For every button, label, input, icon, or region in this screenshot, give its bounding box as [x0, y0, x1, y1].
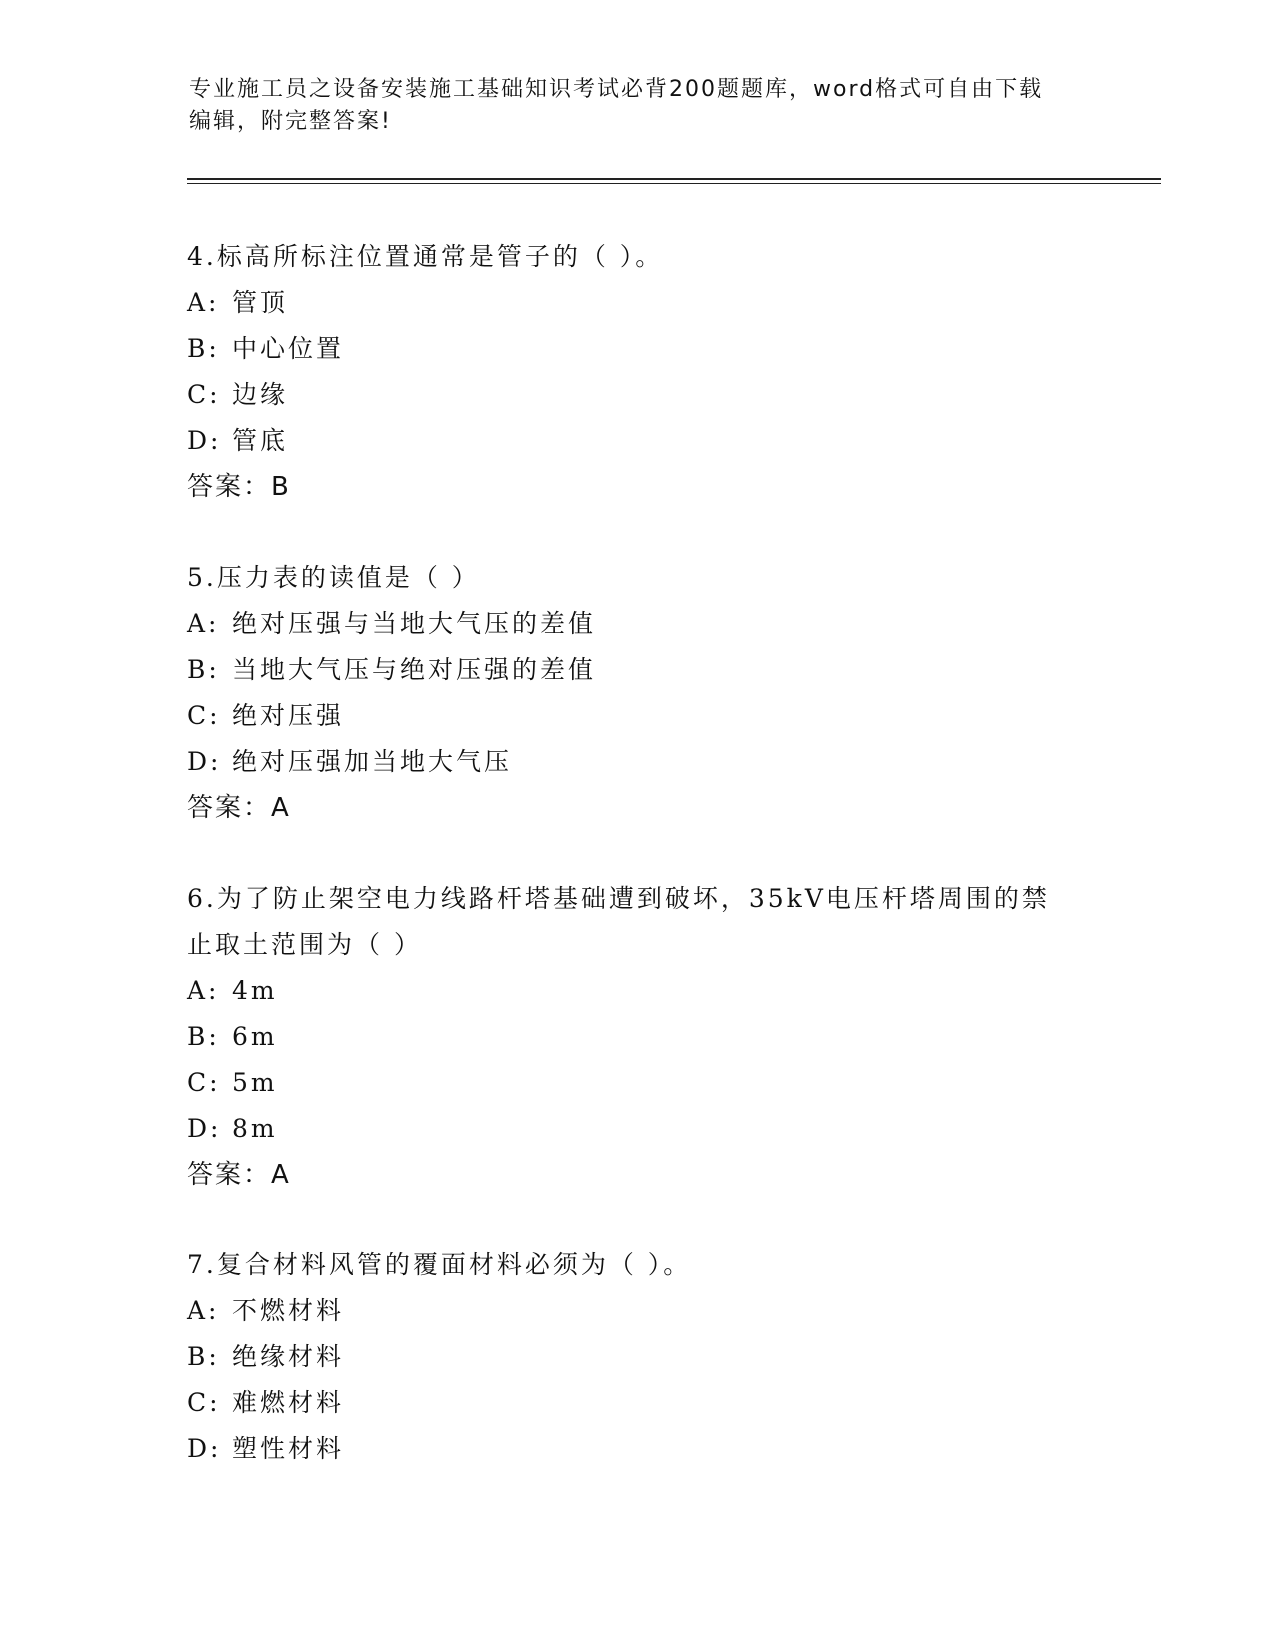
- question-stem: 5.压力表的读值是（ ）: [187, 563, 480, 592]
- option-b: [187, 326, 1087, 372]
- header-divider-thin: [187, 183, 1161, 184]
- question-stem: 7.复合材料风管的覆面材料必须为（ ）。: [187, 1250, 692, 1279]
- option-letter: B:: [187, 334, 220, 363]
- option-letter: A:: [187, 288, 220, 317]
- question-7: [187, 1242, 1087, 1472]
- answer-line: 答案：B: [187, 472, 291, 502]
- option-text: 不燃材料: [232, 1296, 345, 1325]
- option-letter: B:: [187, 655, 220, 684]
- option-letter: A:: [187, 976, 220, 1005]
- option-text: 塑性材料: [232, 1434, 345, 1463]
- option-letter: C:: [187, 701, 221, 730]
- option-text: 4m: [232, 976, 278, 1005]
- option-text: 管顶: [232, 288, 289, 317]
- option-c: [187, 1060, 1087, 1106]
- option-b: [187, 647, 1087, 693]
- option-c: [187, 372, 1087, 418]
- option-letter: D:: [187, 1114, 222, 1143]
- option-text: 绝对压强与当地大气压的差值: [232, 609, 597, 638]
- option-letter: D:: [187, 747, 222, 776]
- question-6: [187, 876, 1087, 1198]
- option-text: 中心位置: [232, 334, 345, 363]
- document-header: [189, 74, 1069, 138]
- option-d: [187, 418, 1087, 464]
- header-line-1: 专业施工员之设备安装施工基础知识考试必背200题题库，word格式可自由下载: [189, 77, 1044, 102]
- question-stem-line-2: 止取土范围为（ ）: [187, 930, 422, 959]
- option-letter: B:: [187, 1022, 220, 1051]
- option-letter: B:: [187, 1342, 220, 1371]
- option-b: [187, 1014, 1087, 1060]
- option-text: 绝对压强加当地大气压: [232, 747, 513, 776]
- option-d: [187, 1426, 1087, 1472]
- option-c: [187, 693, 1087, 739]
- option-a: [187, 968, 1087, 1014]
- option-letter: A:: [187, 1296, 220, 1325]
- option-letter: C:: [187, 1068, 221, 1097]
- header-line-2: 编辑，附完整答案!: [189, 109, 392, 134]
- option-letter: C:: [187, 380, 221, 409]
- answer-line: 答案：A: [187, 1160, 291, 1190]
- option-text: 边缘: [232, 380, 289, 409]
- option-d: [187, 739, 1087, 785]
- option-text: 当地大气压与绝对压强的差值: [232, 655, 597, 684]
- question-stem-line-1: 6.为了防止架空电力线路杆塔基础遭到破坏，35kV电压杆塔周围的禁: [187, 884, 1050, 913]
- question-5: [187, 555, 1087, 831]
- option-letter: D:: [187, 426, 222, 455]
- option-d: [187, 1106, 1087, 1152]
- option-letter: A:: [187, 609, 220, 638]
- option-text: 难燃材料: [232, 1388, 345, 1417]
- option-b: [187, 1334, 1087, 1380]
- option-text: 8m: [232, 1114, 278, 1143]
- option-text: 6m: [232, 1022, 278, 1051]
- option-text: 5m: [232, 1068, 278, 1097]
- question-stem: 4.标高所标注位置通常是管子的（ ）。: [187, 242, 664, 271]
- option-a: [187, 601, 1087, 647]
- option-text: 绝对压强: [232, 701, 345, 730]
- option-text: 绝缘材料: [232, 1342, 345, 1371]
- answer-line: 答案：A: [187, 793, 291, 823]
- header-divider-thick: [187, 178, 1161, 180]
- option-letter: C:: [187, 1388, 221, 1417]
- question-4: [187, 234, 1087, 510]
- option-letter: D:: [187, 1434, 222, 1463]
- option-text: 管底: [232, 426, 289, 455]
- option-c: [187, 1380, 1087, 1426]
- option-a: [187, 280, 1087, 326]
- option-a: [187, 1288, 1087, 1334]
